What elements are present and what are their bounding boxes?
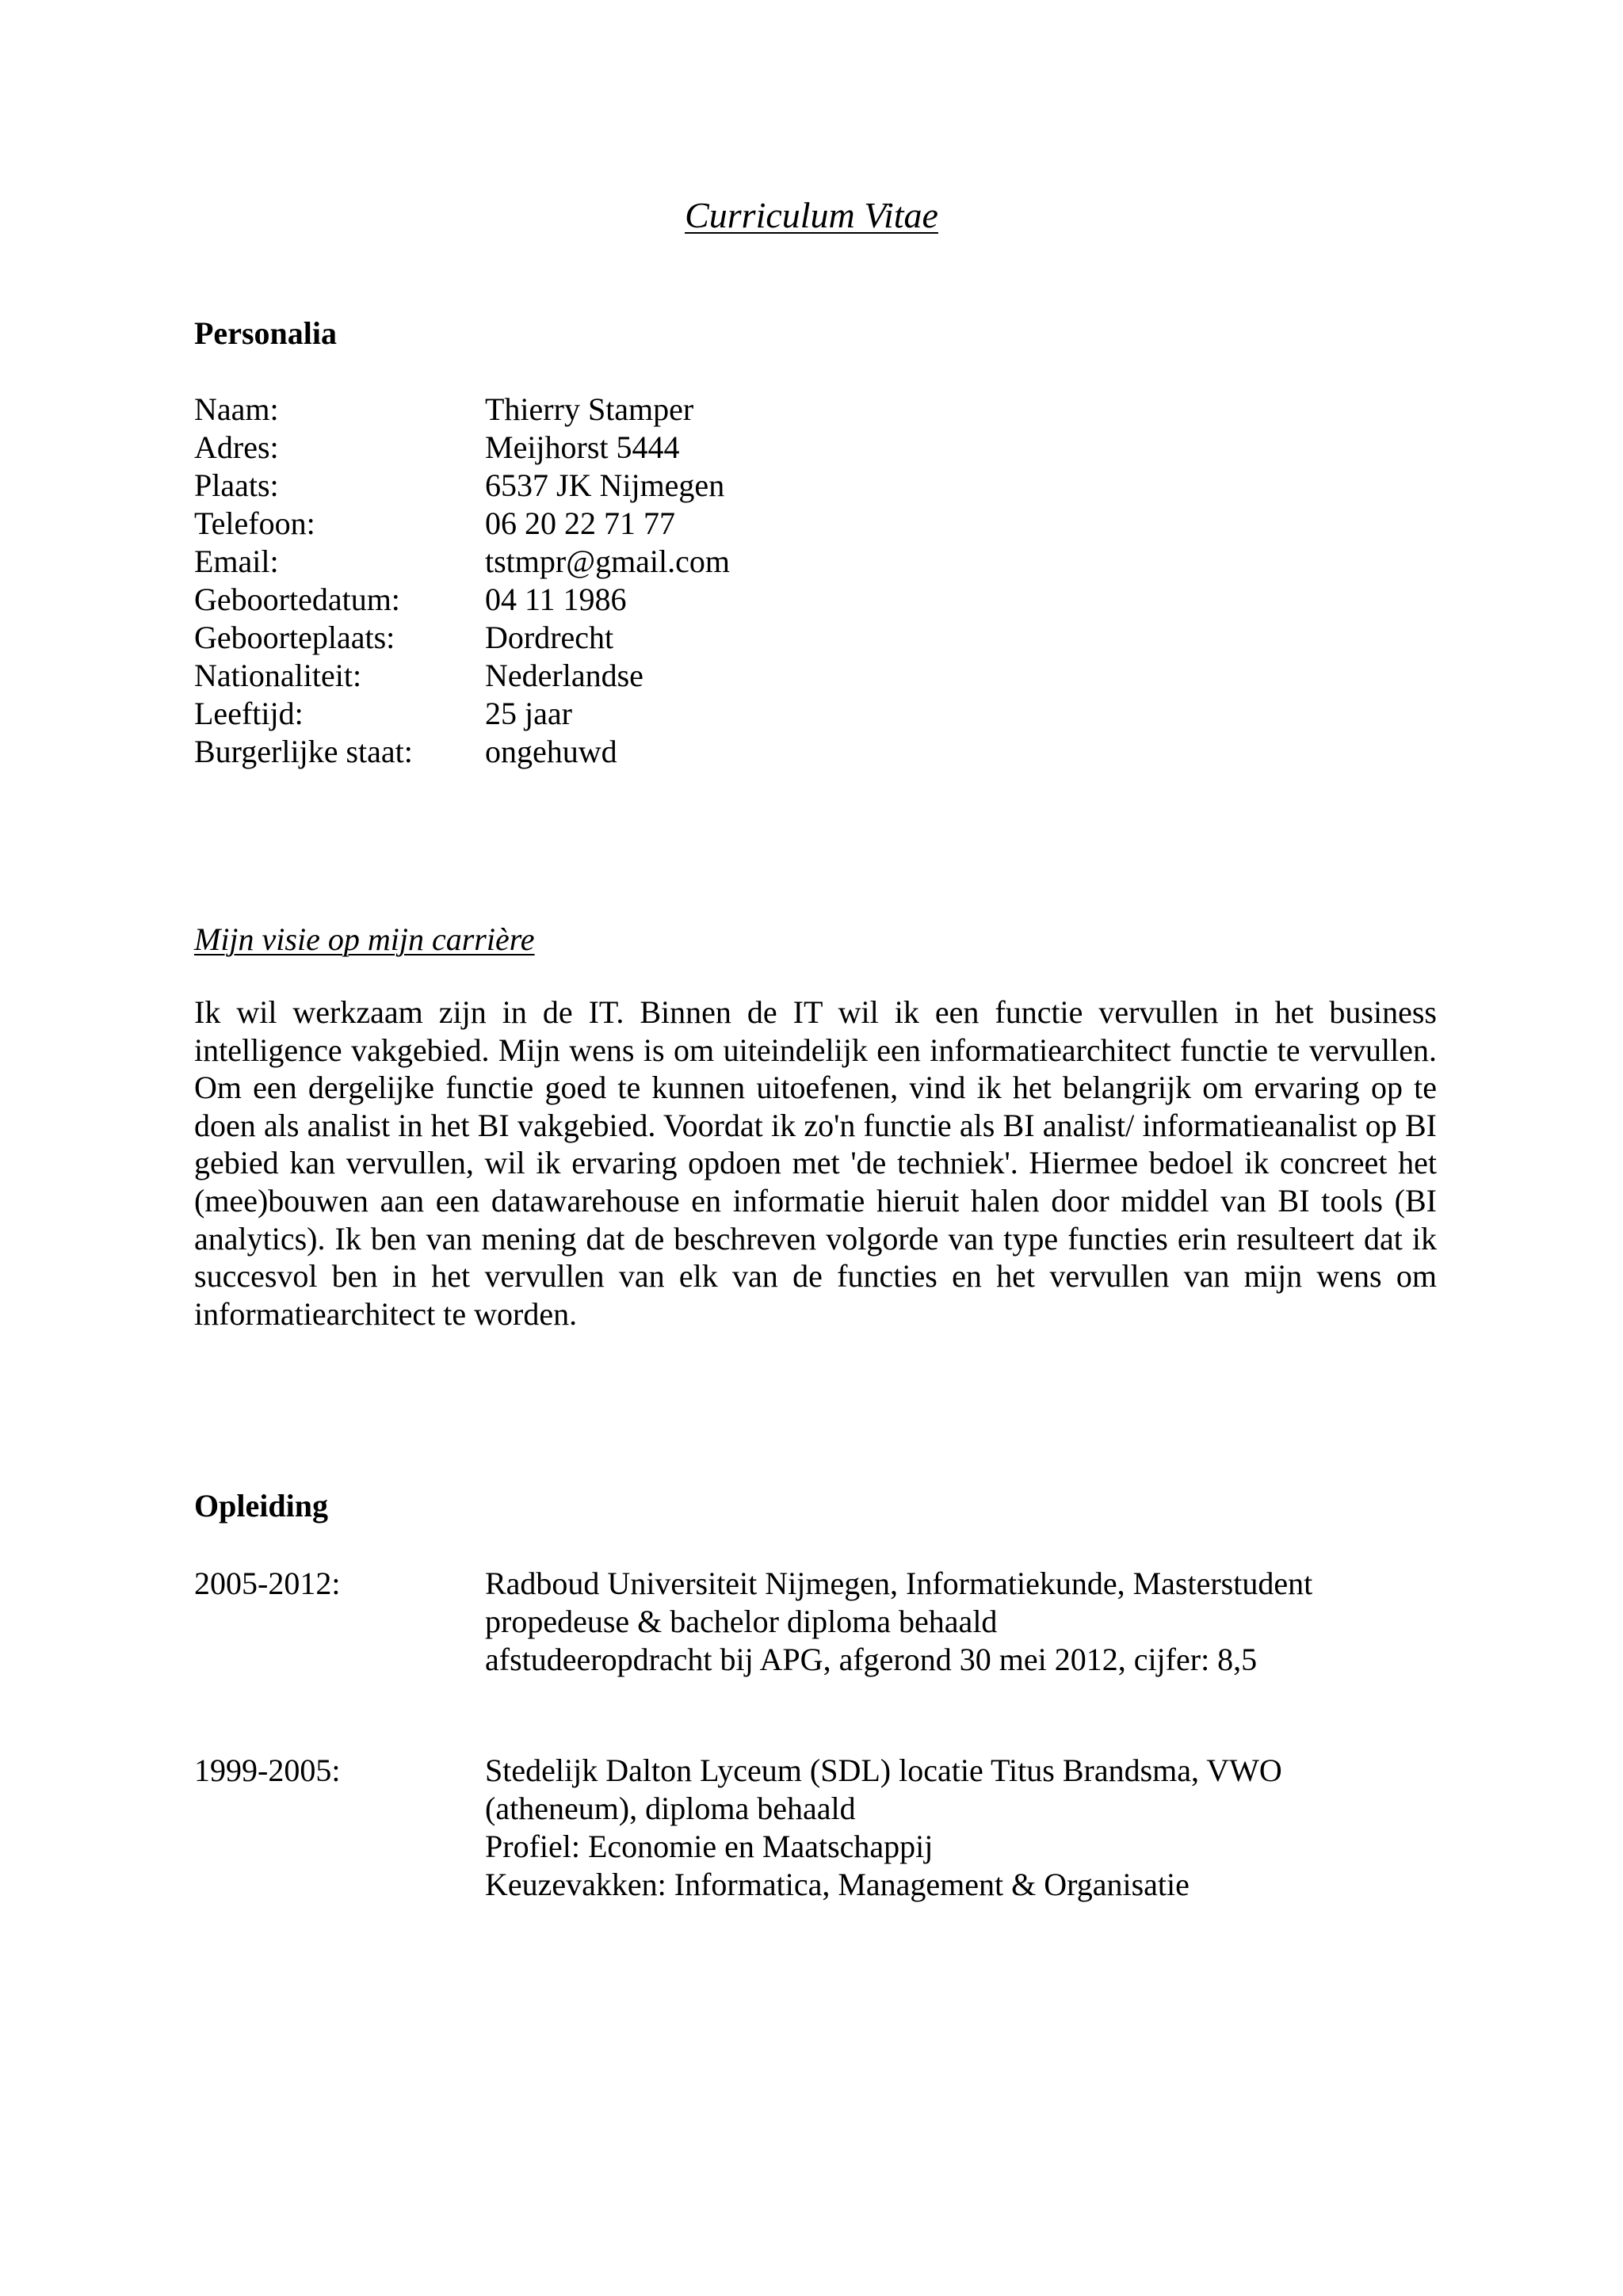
field-value: 04 11 1986	[485, 582, 627, 617]
field-value: Meijhorst 5444	[485, 429, 680, 465]
field-value: 06 20 22 71 77	[485, 505, 675, 541]
field-row-marital-status	[194, 733, 1383, 771]
field-value: Dordrecht	[485, 620, 614, 655]
education-detail-line: Profiel: Economie en Maatschappij	[485, 1829, 934, 1864]
field-value: ongehuwd	[485, 734, 617, 769]
field-row-phone	[194, 505, 1383, 543]
field-row-age	[194, 695, 1383, 733]
education-detail-line: propedeuse & bachelor diploma behaald	[485, 1604, 998, 1639]
field-row-email	[194, 543, 1383, 581]
document-title: Curriculum Vitae	[685, 195, 938, 235]
education-heading: Opleiding	[194, 1488, 328, 1524]
field-label: Leeftijd:	[194, 696, 304, 731]
education-detail-line: (atheneum), diploma behaald	[485, 1791, 856, 1826]
field-row-birthdate	[194, 581, 1383, 619]
field-value: Nederlandse	[485, 658, 643, 693]
field-label: Burgerlijke staat:	[194, 734, 413, 769]
education-details	[485, 1565, 1436, 1679]
field-row-nationality	[194, 657, 1383, 695]
field-value: tstmpr@gmail.com	[485, 543, 731, 579]
personalia-heading: Personalia	[194, 315, 337, 351]
field-label: Nationaliteit:	[194, 658, 362, 693]
field-row-place	[194, 467, 1383, 505]
field-label: Telefoon:	[194, 505, 315, 541]
field-label: Naam:	[194, 391, 279, 427]
field-row-address	[194, 429, 1383, 467]
education-detail-line: Keuzevakken: Informatica, Management & Organisatie	[485, 1867, 1190, 1902]
field-label: Geboorteplaats:	[194, 620, 395, 655]
field-row-name	[194, 391, 1383, 429]
education-detail-line: Radboud Universiteit Nijmegen, Informatiekunde, Masterstudent	[485, 1566, 1313, 1601]
field-label: Geboortedatum:	[194, 582, 400, 617]
field-value: 6537 JK Nijmegen	[485, 467, 725, 503]
education-period: 1999-2005:	[194, 1753, 341, 1788]
field-value: 25 jaar	[485, 696, 572, 731]
education-period: 2005-2012:	[194, 1566, 341, 1601]
education-detail-line: Stedelijk Dalton Lyceum (SDL) locatie Titus Brandsma, VWO	[485, 1753, 1282, 1788]
field-value: Thierry Stamper	[485, 391, 694, 427]
vision-heading: Mijn visie op mijn carrière	[194, 921, 535, 957]
field-label: Plaats:	[194, 467, 279, 503]
field-label: Adres:	[194, 429, 279, 465]
education-detail-line: afstudeeropdracht bij APG, afgerond 30 mei 2012, cijfer: 8,5	[485, 1642, 1258, 1677]
field-row-birthplace	[194, 619, 1383, 657]
field-label: Email:	[194, 543, 279, 579]
education-details	[485, 1752, 1436, 1904]
vision-paragraph: Ik wil werkzaam zijn in de IT. Binnen de IT wil ik een functie vervullen in het business intelligence vakgebied. Mijn wens is om uiteindelijk een informatiearchitect functie te vervullen. Om een dergelijke functie goed te kunnen uitoefenen, vind ik het belangrijk om ervaring op te doen als analist in het BI vakgebied. Voordat ik zo'n functie als BI analist/ informatieanalist op BI gebied kan vervullen, wil ik ervaring opdoen met 'de techniek'. Hiermee bedoel ik concreet het (mee)bouwen aan een datawarehouse en informatie hieruit halen door middel van BI tools (BI analytics). Ik ben van mening dat de beschreven volgorde van type functies erin resulteert dat ik succesvol ben in het vervullen van elk van de functies en het vervullen van mijn wens om informatiearchitect te worden.	[194, 994, 1437, 1332]
